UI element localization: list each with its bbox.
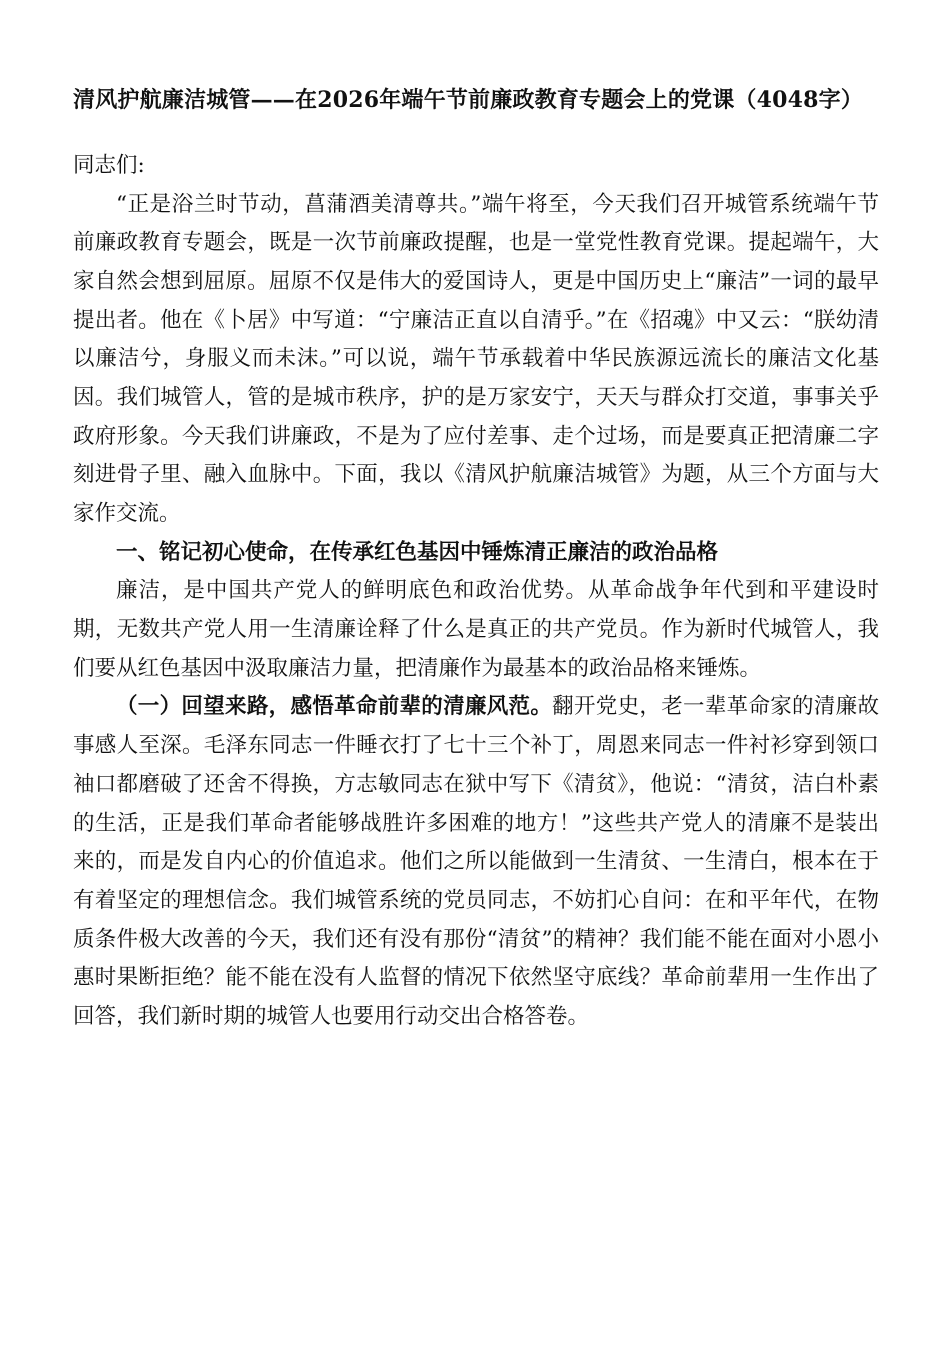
section-1-paragraph: 廉洁，是中国共产党人的鲜明底色和政治优势。从革命战争年代到和平建设时期，无数共产党人用一生清廉诠释了什么是真正的共产党员。作为新时代城管人，我们要从红色基因中汲取廉洁力量，把清廉作为最基本的政治品格来锤炼。 xyxy=(73,578,879,681)
subsection-1-lead: （一）回望来路，感悟革命前辈的清廉风范。 xyxy=(116,694,553,720)
subsection-1-text: 翻开党史，老一辈革命家的清廉故事感人至深。毛泽东同志一件睡衣打了七十三个补丁，周恩来同志一件衬衫穿到领口袖口都磨破了还舍不得换，方志敏同志在狱中写下《清贫》，他说：“清贫，洁白朴素的生活，正是我们革命者能够战胜许多困难的地方！”这些共产党人的清廉不是装出来的，而是发自内心的价值追求。他们之所以能做到一生清贫、一生清白，根本在于有着坚定的理想信念。我们城管系统的党员同志，不妨扪心自问：在和平年代，在物质条件极大改善的今天，我们还有没有那份“清贫”的精神？我们能不能在面对小恩小惠时果断拒绝？能不能在没有人监督的情况下依然坚守底线？革命前辈用一生作出了回答，我们新时期的城管人也要用行动交出合格答卷。 xyxy=(73,694,879,1029)
section-heading-1: 一、铭记初心使命，在传承红色基因中锤炼清正廉洁的政治品格 xyxy=(116,539,719,565)
document-title: 清风护航廉洁城管——在2026年端午节前廉政教育专题会上的党课（4048字） xyxy=(73,87,864,113)
document-page xyxy=(73,82,879,1037)
greeting: 同志们: xyxy=(73,152,145,178)
subsection-1-paragraph xyxy=(73,688,879,1036)
intro-paragraph: “正是浴兰时节动，菖蒲酒美清尊共。”端午将至，今天我们召开城管系统端午节前廉政教育专题会，既是一次节前廉政提醒，也是一堂党性教育党课。提起端午，大家自然会想到屈原。屈原不仅是伟大的爱国诗人，更是中国历史上“廉洁”一词的最早提出者。他在《卜居》中写道：“宁廉洁正直以自清乎。”在《招魂》中又云：“朕幼清以廉洁兮，身服义而未沫。”可以说，端午节承载着中华民族源远流长的廉洁文化基因。我们城管人，管的是城市秩序，护的是万家安宁，天天与群众打交道，事事关乎政府形象。今天我们讲廉政，不是为了应付差事、走个过场，而是要真正把清廉二字刻进骨子里、融入血脉中。下面，我以《清风护航廉洁城管》为题，从三个方面与大家作交流。 xyxy=(73,191,879,527)
